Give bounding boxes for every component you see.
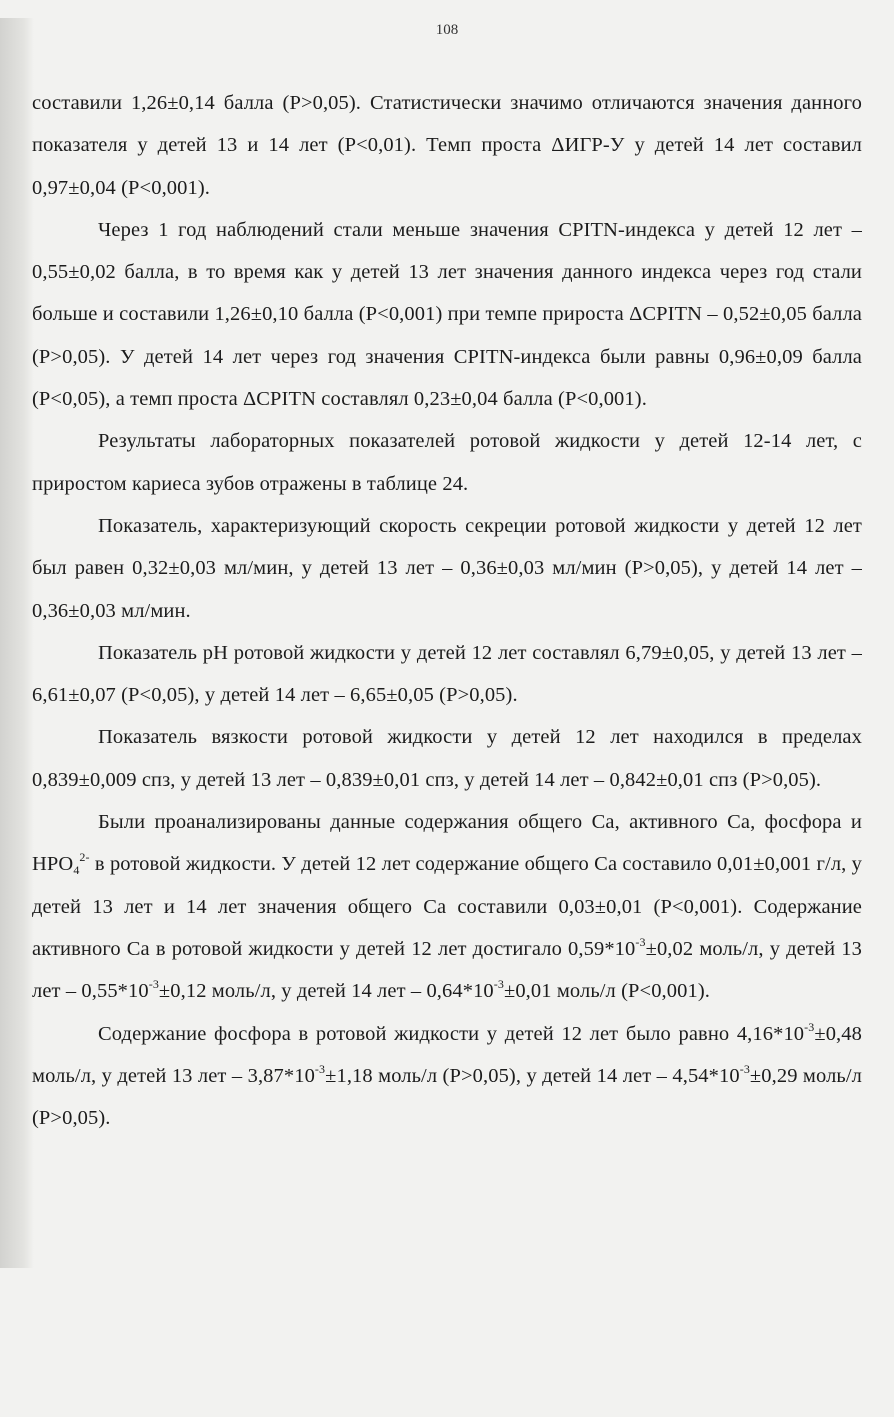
superscript: -3 — [314, 1061, 326, 1076]
text-run: ±0,48 моль/л, у детей 13 лет – 3,87*10 — [32, 1022, 862, 1087]
text-run: Показатель вязкости ротовой жидкости у детей 12 лет находился в пределах 0,839±0,009 спз, у детей 13 лет – 0,839±0,01 спз, у детей 14 лет – 0,842±0,01 спз (P>0,05). — [32, 726, 862, 791]
text-run: Были проанализированы данные содержания общего Ca, активного Ca, фосфора и HPO — [32, 811, 862, 876]
paragraph — [32, 420, 862, 505]
text-run: в ротовой жидкости. У детей 12 лет содержание общего Ca составило 0,01±0,001 г/л, у детей 13 лет и 14 лет значения общего Ca составили 0,03±0,01 (P<0,001). Содержание активного Ca в ротовой жидкости у детей 12 лет достигало 0,59*10 — [32, 853, 862, 960]
paragraph — [32, 716, 862, 801]
text-run: Через 1 год наблюдений стали меньше значения CPITN-индекса у детей 12 лет – 0,55±0,02 балла, в то время как у детей 13 лет значения данного индекса через год стали больше и составили 1,26±0,10 балла (P<0,001) при темпе прироста ΔCPITN – 0,52±0,05 балла (P>0,05). У детей 14 лет через год значения CPITN-индекса были равны 0,96±0,09 балла (P<0,05), а темп проста ΔCPITN составлял 0,23±0,04 балла (P<0,001). — [32, 218, 862, 411]
paragraph — [32, 209, 862, 420]
superscript: -3 — [493, 977, 504, 992]
paragraph — [32, 801, 862, 1012]
text-run: ±0,12 моль/л, у детей 14 лет – 0,64*10 — [158, 980, 494, 1003]
paragraph — [32, 632, 862, 717]
paragraph — [32, 82, 862, 209]
subscript: 4 — [73, 863, 80, 878]
text-run: ±0,02 моль/л, у детей 13 лет – 0,55*10 — [32, 937, 862, 1003]
paragraph — [32, 505, 862, 632]
text-run: ±1,18 моль/л (P>0,05), у детей 14 лет – 4,54*10 — [325, 1064, 740, 1087]
text-run: ±0,29 моль/л (P>0,05). — [32, 1064, 862, 1130]
text-run: Показатель pH ротовой жидкости у детей 12 лет составлял 6,79±0,05, у детей 13 лет – 6,61±0,07 (P<0,05), у детей 14 лет – 6,65±0,05 (P>0,05). — [32, 641, 862, 707]
text-run: Показатель, характеризующий скорость секреции ротовой жидкости у детей 12 лет был равен 0,32±0,03 мл/мин, у детей 13 лет – 0,36±0,03 мл/мин (P>0,05), у детей 14 лет – 0,36±0,03 мл/мин. — [32, 514, 862, 622]
text-run: ±0,01 моль/л (P<0,001). — [503, 980, 710, 1003]
text-run: составили 1,26±0,14 балла (P>0,05). Статистически значимо отличаются значения данного показателя у детей 13 и 14 лет (P<0,01). Темп проста ΔИГР-У у детей 14 лет составил 0,97±0,04 (P<0,001). — [32, 92, 862, 199]
superscript: 2- — [79, 850, 90, 865]
superscript: -3 — [804, 1019, 815, 1034]
scan-binding-shadow — [0, 18, 34, 1268]
body-text — [32, 82, 862, 1139]
superscript: -3 — [635, 934, 646, 949]
superscript: -3 — [739, 1061, 750, 1076]
paragraph — [32, 1013, 862, 1140]
text-run: Результаты лабораторных показателей ротовой жидкости у детей 12-14 лет, с приростом кариеса зубов отражены в таблице 24. — [32, 430, 862, 495]
page-number: 108 — [435, 22, 459, 38]
text-run: Содержание фосфора в ротовой жидкости у детей 12 лет было равно 4,16*10 — [98, 1022, 805, 1045]
superscript: -3 — [148, 977, 159, 992]
